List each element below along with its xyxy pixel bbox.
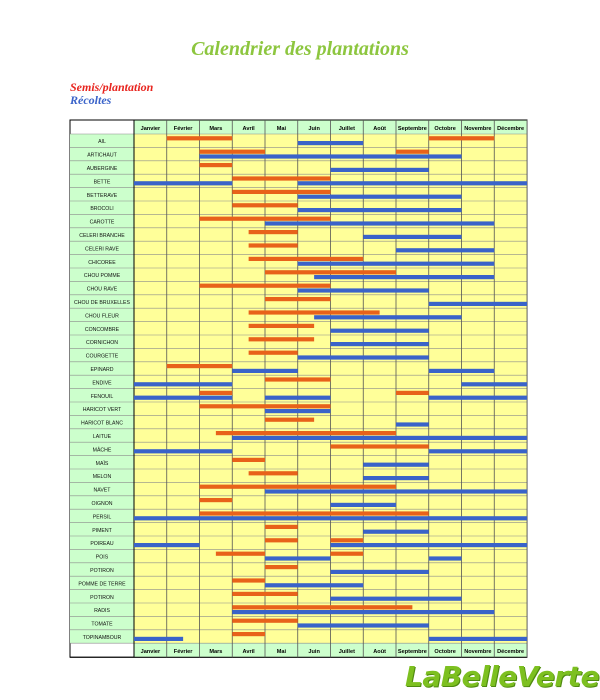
recolte-bar	[298, 181, 527, 185]
recolte-bar	[298, 208, 462, 212]
semis-bar	[167, 364, 233, 368]
crop-label: TOMATE	[91, 621, 113, 628]
crop-label: AUBERGINE	[86, 166, 118, 172]
semis-bar	[265, 565, 298, 569]
month-footer-label: Juin	[308, 649, 320, 656]
recolte-bar	[331, 543, 528, 547]
legend-semis: Semis/plantation	[70, 80, 154, 94]
semis-bar	[265, 297, 331, 301]
semis-bar	[232, 605, 412, 609]
crop-label: MELON	[92, 474, 112, 481]
semis-bar	[200, 498, 233, 502]
semis-bar	[200, 163, 233, 167]
recolte-bar	[298, 288, 429, 292]
brand-logo: LaBelleVerte	[405, 660, 600, 693]
crop-label: CHICOREE	[88, 259, 116, 266]
month-header-label: Mars	[209, 126, 223, 132]
recolte-bar	[265, 583, 363, 587]
crop-label: BROCOLI	[90, 206, 114, 213]
recolte-bar	[363, 235, 461, 239]
recolte-bar	[396, 248, 494, 252]
month-header-label: Février	[173, 126, 193, 132]
recolte-bar	[265, 396, 331, 400]
month-footer-label: Mars	[209, 649, 223, 656]
semis-bar	[232, 458, 265, 462]
semis-bar	[265, 525, 298, 529]
recolte-bar	[462, 382, 528, 386]
semis-bar	[265, 619, 298, 623]
recolte-bar	[363, 463, 429, 467]
crop-label: POIREAU	[90, 541, 114, 548]
crop-label: CAROTTE	[89, 219, 115, 226]
month-footer-label: Mai	[276, 649, 287, 656]
crop-label: ENDIVE	[92, 380, 112, 387]
semis-bar	[249, 351, 298, 355]
crop-label: CORNICHON	[86, 340, 118, 347]
semis-bar	[216, 552, 265, 556]
crop-label: POMME DE TERRE	[78, 581, 126, 588]
recolte-bar	[134, 543, 200, 547]
semis-bar	[232, 592, 298, 596]
crop-label: COURGETTE	[85, 353, 119, 360]
crop-label: RADIS	[94, 608, 110, 615]
month-header-label: Janvier	[140, 126, 161, 132]
semis-bar	[200, 391, 233, 395]
semis-bar	[200, 150, 266, 154]
recolte-bar	[314, 275, 494, 279]
month-footer-label: Janvier	[140, 649, 161, 656]
semis-bar	[200, 511, 429, 515]
crop-label: FENOUIL	[90, 393, 114, 400]
month-footer-label: Avril	[242, 649, 255, 656]
recolte-bar	[331, 597, 462, 601]
crop-label: POTIRON	[90, 568, 114, 574]
month-header-label: Décembre	[497, 126, 525, 132]
crop-label: CONCOMBRE	[84, 326, 120, 333]
legend-recoltes: Récoltes	[70, 93, 112, 107]
recolte-bar	[298, 262, 495, 266]
recolte-bar	[200, 154, 462, 158]
recolte-bar	[134, 637, 183, 641]
recolte-bar	[429, 369, 495, 373]
recolte-bar	[363, 530, 429, 534]
recolte-bar	[298, 623, 429, 627]
semis-bar	[200, 284, 331, 288]
recolte-bar	[232, 436, 527, 440]
crop-label: POTIRON	[90, 594, 114, 601]
month-footer-label: Août	[373, 649, 386, 656]
recolte-bar	[265, 409, 331, 413]
semis-bar	[232, 578, 265, 582]
recolte-bar	[298, 355, 429, 359]
semis-bar	[200, 485, 397, 489]
semis-bar	[249, 230, 298, 234]
semis-bar	[232, 190, 330, 194]
month-footer-label: Février	[173, 649, 193, 656]
semis-bar	[216, 431, 396, 435]
recolte-bar	[429, 302, 527, 306]
semis-bar	[265, 377, 331, 381]
recolte-bar	[134, 181, 232, 185]
crop-label: BETTE	[93, 179, 111, 186]
semis-bar	[232, 203, 298, 207]
crop-label: NAVET	[93, 487, 111, 494]
month-header-label: Mai	[276, 126, 287, 132]
crop-label: POIS	[95, 554, 109, 561]
crop-label: ARTICHAUT	[87, 152, 117, 159]
semis-bar	[249, 310, 380, 314]
month-footer-label: Novembre	[464, 649, 492, 656]
recolte-bar	[134, 382, 232, 386]
crop-label: BETTERAVE	[86, 192, 118, 199]
semis-bar	[429, 136, 495, 140]
recolte-bar	[331, 168, 429, 172]
recolte-bar	[429, 556, 462, 560]
recolte-bar	[265, 489, 527, 493]
crop-label: MÂCHE	[92, 447, 112, 454]
semis-bar	[265, 270, 396, 274]
semis-bar	[232, 176, 330, 180]
crop-label: CELERI RAVE	[85, 246, 119, 253]
crop-label: LAITUE	[92, 434, 112, 440]
semis-bar	[396, 150, 429, 154]
crop-label: AIL	[98, 139, 106, 146]
month-header-label: Octobre	[434, 126, 456, 132]
month-footer-label: Juillet	[338, 649, 355, 656]
semis-bar	[200, 217, 331, 221]
recolte-bar	[298, 141, 364, 145]
recolte-bar	[429, 449, 527, 453]
semis-bar	[249, 243, 298, 247]
semis-bar	[331, 538, 364, 542]
month-header-label: Avril	[242, 126, 255, 132]
recolte-bar	[429, 637, 527, 641]
recolte-bar	[134, 449, 232, 453]
recolte-bar	[134, 396, 232, 400]
recolte-bar	[232, 610, 494, 614]
recolte-bar	[314, 315, 461, 319]
month-header-label: Juillet	[338, 126, 355, 132]
recolte-bar	[265, 221, 494, 225]
crop-label: PIMENT	[92, 527, 112, 534]
crop-label: HARICOT BLANC	[81, 420, 123, 427]
crop-label: CELERI BRANCHE	[79, 233, 125, 239]
semis-bar	[232, 619, 265, 623]
month-footer-label: Décembre	[497, 649, 525, 656]
semis-bar	[249, 471, 298, 475]
recolte-bar	[331, 570, 429, 574]
crop-label: PERSIL	[92, 514, 112, 521]
crop-label: OIGNON	[91, 501, 113, 507]
recolte-bar	[265, 556, 331, 560]
recolte-bar	[232, 369, 298, 373]
recolte-bar	[331, 342, 429, 346]
month-footer-label: Septembre	[397, 649, 427, 656]
month-header-label: Septembre	[397, 126, 427, 132]
crop-label: EPINARD	[90, 367, 114, 373]
crop-label: MAÏS	[95, 460, 109, 467]
semis-bar	[249, 324, 315, 328]
month-footer-label: Octobre	[434, 649, 456, 656]
recolte-bar	[134, 516, 527, 520]
recolte-bar	[298, 195, 462, 199]
recolte-bar	[429, 396, 527, 400]
crop-label: TOPINAMBOUR	[82, 635, 122, 641]
semis-bar	[249, 257, 364, 261]
crop-label: CHOU RAVE	[86, 286, 118, 293]
recolte-bar	[363, 476, 429, 480]
semis-bar	[167, 136, 233, 140]
semis-bar	[249, 337, 315, 341]
recolte-bar	[396, 422, 429, 426]
month-header-label: Août	[373, 126, 386, 132]
recolte-bar	[331, 503, 397, 507]
crop-label: CHOU POMME	[83, 273, 121, 280]
month-header-label: Juin	[308, 126, 320, 132]
semis-bar	[331, 552, 364, 556]
semis-bar	[396, 391, 429, 395]
semis-bar	[265, 418, 314, 422]
recolte-bar	[331, 329, 429, 333]
semis-bar	[265, 538, 298, 542]
semis-bar	[200, 404, 331, 408]
chart-title: Calendrier des plantations	[191, 38, 409, 60]
month-header-label: Novembre	[464, 126, 492, 132]
crop-label: CHOU DE BRUXELLES	[74, 300, 130, 306]
crop-label: CHOU FLEUR	[85, 313, 119, 320]
semis-bar	[232, 632, 265, 636]
crop-label: HARICOT VERT	[82, 407, 122, 414]
semis-bar	[331, 444, 429, 448]
